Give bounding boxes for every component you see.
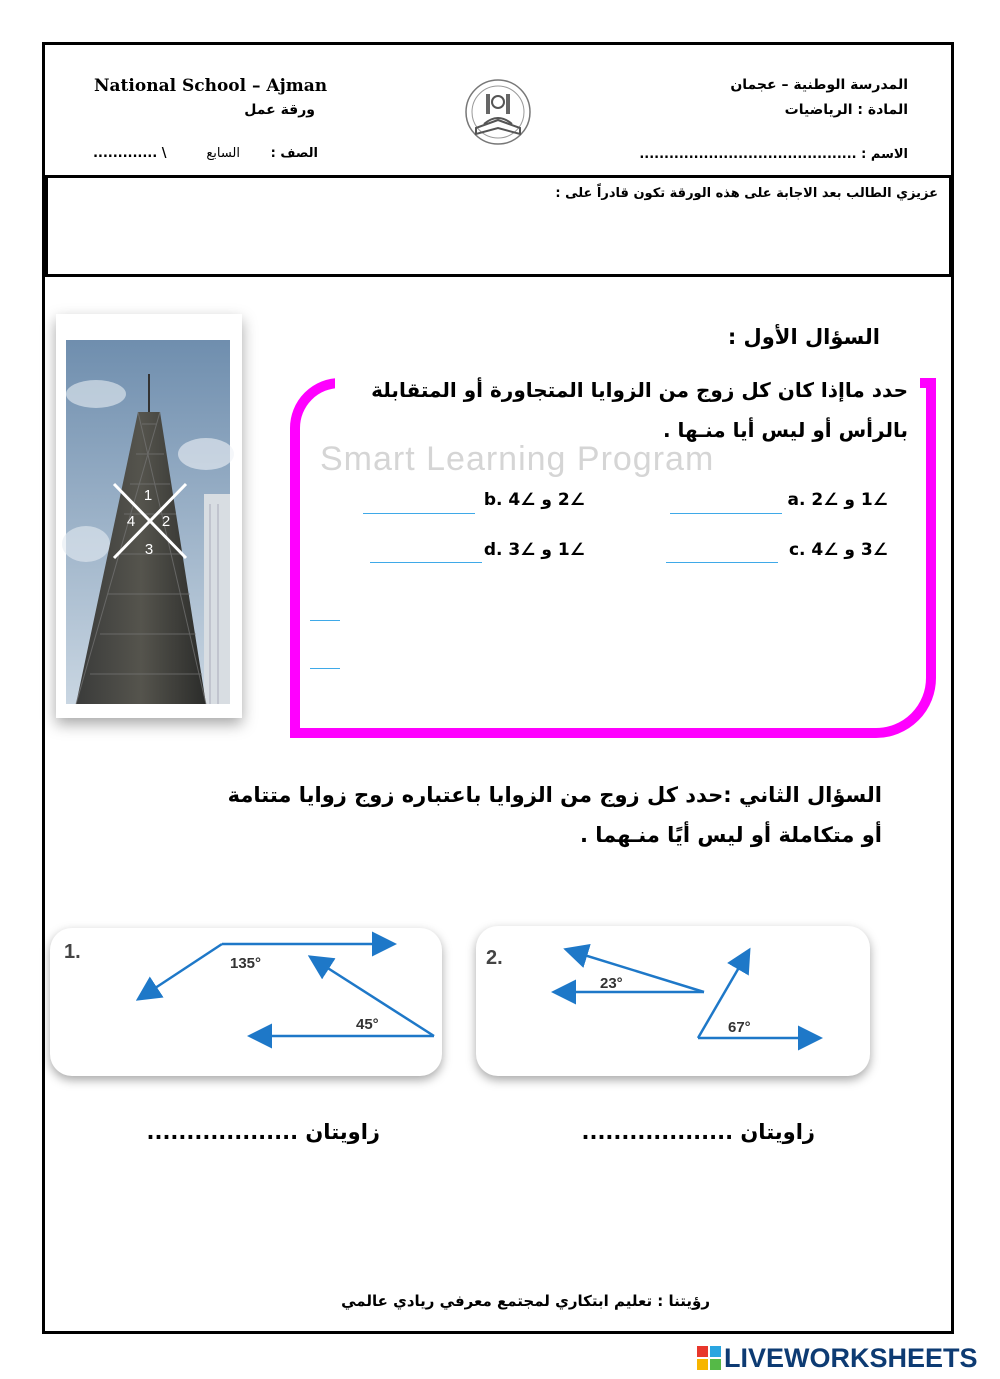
- header-divider: [45, 175, 952, 178]
- q1-answer-b[interactable]: [363, 513, 475, 514]
- subject-label: المادة : الرياضيات: [784, 102, 908, 118]
- section-blank: / .............: [93, 146, 167, 161]
- figure-2-angle-a: 23°: [600, 975, 623, 992]
- school-name-en: National School – Ajman: [94, 76, 328, 96]
- q1-item-a: ∠1 و ∠2 .a: [787, 490, 888, 510]
- section-field[interactable]: [93, 146, 166, 161]
- q1-item-d: ∠1 و ∠3 .d: [483, 540, 585, 560]
- figure-1-card: [50, 928, 442, 1076]
- objectives-intro: عزيزي الطالب بعد الاجابة على هذه الورقة تكون قادراً على :: [555, 186, 938, 201]
- vision-statement: رؤيتنا : تعليم ابتكاري لمجتمع معرفي ريادي عالمي: [341, 1292, 710, 1310]
- q1-answer-c[interactable]: [666, 562, 778, 563]
- name-field[interactable]: الاسم : ............................................: [639, 147, 908, 162]
- figure-2-angle-b: 67°: [728, 1019, 751, 1036]
- figure-2-number: 2.: [486, 947, 503, 969]
- objectives-right-border: [949, 175, 952, 277]
- building-photo: [56, 314, 242, 718]
- figure-1-number: 1.: [64, 941, 81, 963]
- school-logo-icon: [456, 76, 540, 152]
- photo-label-4: 4: [126, 513, 136, 530]
- photo-label-3: 3: [144, 541, 154, 558]
- q1-extra-line-1[interactable]: [310, 620, 340, 621]
- class-label: الصف :: [270, 146, 318, 161]
- liveworksheets-icon: [697, 1346, 721, 1370]
- photo-label-1: 1: [143, 487, 153, 504]
- grade-value: السابع: [206, 146, 240, 161]
- school-name-ar: المدرسة الوطنية – عجمان: [730, 77, 908, 93]
- liveworksheets-text: LIVEWORKSHEETS: [724, 1342, 978, 1373]
- q1-answer-d[interactable]: [370, 562, 482, 563]
- q1-prompt: حدد ماإذا كان كل زوج من الزوايا المتجاورة أو المتقابلة بالرأس أو ليس أيا منـها .: [371, 378, 908, 442]
- figure-2-card: [476, 926, 870, 1076]
- building-photo-card: [56, 314, 242, 718]
- q1-extra-line-2[interactable]: [310, 668, 340, 669]
- q1-answer-a[interactable]: [670, 513, 782, 514]
- q1-item-c: ∠3 و ∠4 .c: [788, 540, 888, 560]
- figure-1-angle-b: 45°: [356, 1016, 379, 1033]
- q1-item-b: ∠2 و ∠4 .b: [483, 490, 585, 510]
- watermark: Smart Learning Program: [320, 440, 715, 478]
- photo-label-2: 2: [161, 513, 171, 530]
- q1-title: السؤال الأول :: [727, 325, 880, 349]
- q2-prompt: السؤال الثاني :حدد كل زوج من الزوايا باعتباره زوج زوايا متتامة أو متكاملة أو ليس أيًا منـهما .: [227, 783, 882, 847]
- figure-1-angle-a: 135°: [230, 955, 262, 972]
- objectives-left-border: [45, 175, 48, 277]
- objectives-divider: [45, 274, 952, 277]
- liveworksheets-logo: [697, 1343, 978, 1373]
- worksheet-title: ورقة عمل: [244, 102, 315, 118]
- q2-answer-left[interactable]: زاويتان ...................: [146, 1120, 380, 1144]
- q2-answer-right[interactable]: زاويتان ...................: [581, 1120, 815, 1144]
